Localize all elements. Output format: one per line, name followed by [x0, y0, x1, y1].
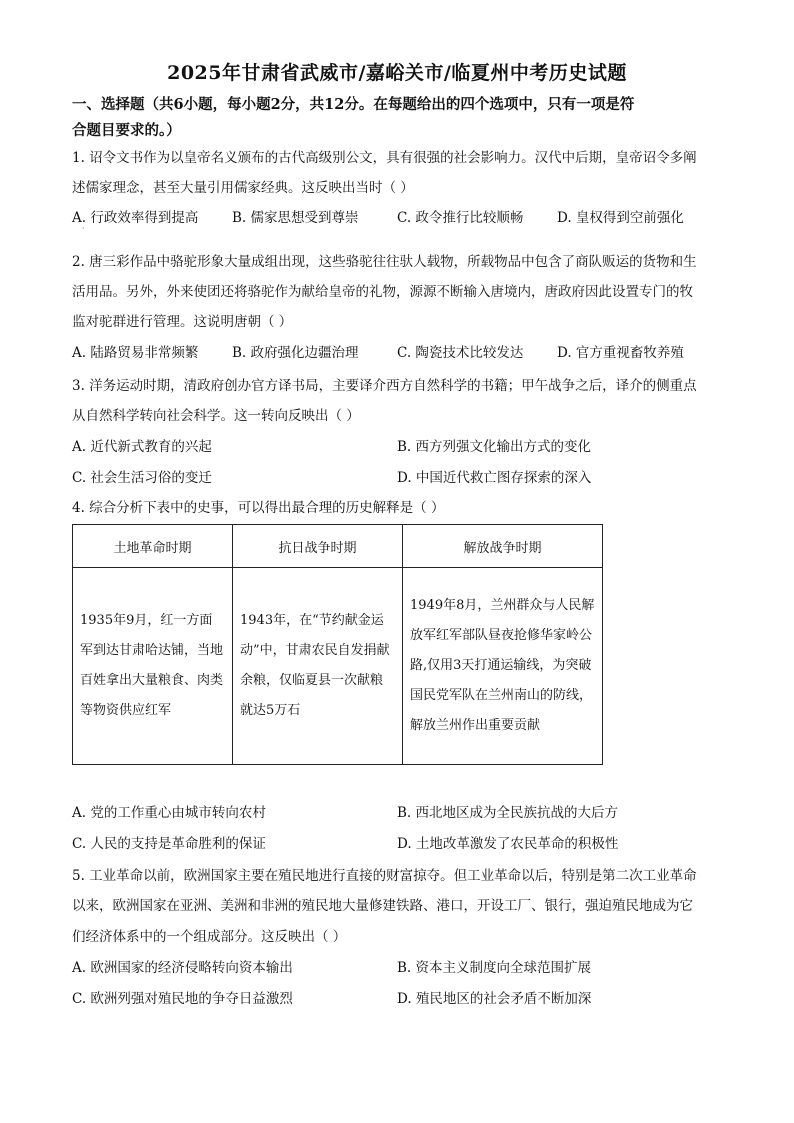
section-heading-line: 一、选择题（共6小题，每小题2分，共12分。在每题给出的四个选项中，只有一项是符	[72, 96, 635, 113]
question-1-option-b: B. 儒家思想受到尊崇	[232, 210, 359, 226]
question-1-text: 1. 诏令文书作为以皇帝名义颁布的古代高级别公文，具有很强的社会影响力。汉代中后期，皇帝诏令多阐	[72, 150, 697, 166]
question-4-option-d: D. 土地改革激发了农民革命的积极性	[397, 836, 619, 852]
table-cell: 1935年9月，红一方面军到达甘肃哈达铺，当地百姓拿出大量粮食、肉类等物资供应红军	[73, 568, 233, 765]
table-header-cell: 抗日战争时期	[233, 525, 403, 568]
question-2-text: 活用品。另外，外来使团还将骆驼作为献给皇帝的礼物，源源不断输入唐境内，唐政府因此设置专门的牧	[72, 284, 693, 300]
section-heading-line: 合题目要求的。）	[72, 122, 181, 139]
question-1-text: 述儒家理念，甚至大量引用儒家经典。这反映出当时（ ）	[72, 180, 414, 196]
question-5-option-d: D. 殖民地区的社会矛盾不断加深	[397, 991, 592, 1007]
question-3-option-a: A. 近代新式教育的兴起	[72, 439, 212, 455]
question-4-option-a: A. 党的工作重心由城市转向农村	[72, 805, 266, 821]
scan-speck: ·	[82, 224, 85, 233]
section-heading	[72, 92, 732, 144]
question-5-text: 5. 工业革命以前，欧洲国家主要在殖民地进行直接的财富掠夺。但工业革命以后，特别是第二次工业革命	[72, 868, 697, 884]
table-header-row	[73, 525, 603, 568]
question-1-option-d: D. 皇权得到空前强化	[557, 210, 684, 226]
question-5-option-b: B. 资本主义制度向全球范围扩展	[397, 960, 592, 976]
question-5-text: 们经济体系中的一个组成部分。这反映出（ ）	[72, 929, 347, 945]
question-4-option-b: B. 西北地区成为全民族抗战的大后方	[397, 805, 619, 821]
question-4-text: 4. 综合分析下表中的史事，可以得出最合理的历史解释是（ ）	[72, 500, 445, 516]
question-4-option-c: C. 人民的支持是革命胜利的保证	[72, 836, 266, 852]
question-2-option-d: D. 官方重视畜牧养殖	[557, 345, 684, 361]
question-1-option-a: A. 行政效率得到提高	[72, 210, 199, 226]
table-cell: 1949年8月，兰州群众与人民解放军红军部队昼夜抢修华家岭公路,仅用3天打通运输线，为突破国民党军队在兰州南山的防线，解放兰州作出重要贡献	[403, 568, 603, 765]
question-3-option-b: B. 西方列强文化输出方式的变化	[397, 439, 592, 455]
question-3-option-c: C. 社会生活习俗的变迁	[72, 470, 212, 486]
page-title: 2025年甘肃省武威市/嘉峪关市/临夏州中考历史试题	[167, 62, 627, 84]
question-2-option-b: B. 政府强化边疆治理	[232, 345, 359, 361]
question-5-option-a: A. 欧洲国家的经济侵略转向资本输出	[72, 960, 293, 976]
table-header-cell: 土地革命时期	[73, 525, 233, 568]
question-2-text: 2. 唐三彩作品中骆驼形象大量成组出现，这些骆驼往往驮人载物，所载物品中包含了商队贩运的货物和生	[72, 254, 697, 270]
question-3-text: 3. 洋务运动时期，清政府创办官方译书局，主要译介西方自然科学的书籍；甲午战争之后，译介的侧重点	[72, 378, 697, 394]
question-5-option-c: C. 欧洲列强对殖民地的争夺日益激烈	[72, 991, 293, 1007]
table-header-cell: 解放战争时期	[403, 525, 603, 568]
question-1-option-c: C. 政令推行比较顺畅	[397, 210, 524, 226]
history-table	[72, 524, 603, 765]
question-2-option-c: C. 陶瓷技术比较发达	[397, 345, 524, 361]
question-3-option-d: D. 中国近代救亡图存探索的深入	[397, 470, 592, 486]
question-2-text: 监对驼群进行管理。这说明唐朝（ ）	[72, 314, 293, 330]
table-row	[73, 568, 603, 765]
question-2-option-a: A. 陆路贸易非常频繁	[72, 345, 199, 361]
table-cell: 1943年，在“节约献金运动”中，甘肃农民自发捐献余粮，仅临夏县一次献粮就达5万石	[233, 568, 403, 765]
question-3-text: 从自然科学转向社会科学。这一转向反映出（ ）	[72, 408, 360, 424]
question-5-text: 以来，欧洲国家在亚洲、美洲和非洲的殖民地大量修建铁路、港口，开设工厂、银行，强迫殖民地成为它	[72, 898, 693, 914]
